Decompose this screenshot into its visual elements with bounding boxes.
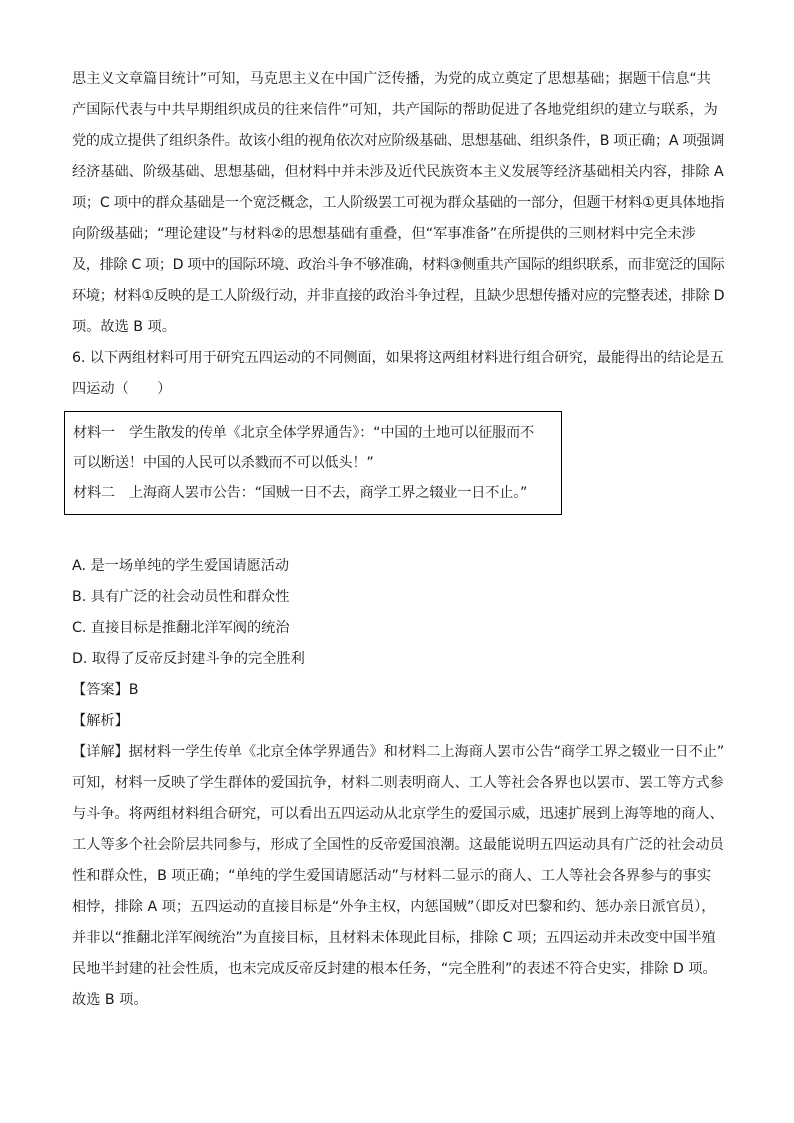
explanation-line: 性和群众性，B 项正确；“单纯的学生爱国请愿活动”与材料二显示的商人、工人等社会各界参与的事实 (72, 868, 712, 884)
explanation-line: 与斗争。将两组材料组合研究，可以看出五四运动从北京学生的爱国示威，迅速扩展到上海等地的商人、 (72, 806, 724, 822)
explanation-line: 工人等多个社会阶层共同参与，形成了全国性的反帝爱国浪潮。这最能说明五四运动具有广泛的社会动员 (72, 837, 724, 853)
material-line: 可以断送！中国的人民可以杀戮而不可以低头！” (73, 455, 374, 471)
text-line: 向阶级基础；“理论建设”与材料②的思想基础有重叠，但“军事准备”在所提供的三则材料中完全未涉 (72, 226, 696, 242)
text-line: 产国际代表与中共早期组织成员的往来信件”可知，共产国际的帮助促进了各地党组织的建立与联系，为 (72, 102, 718, 118)
explanation-line: 相悖，排除 A 项；五四运动的直接目标是“外争主权，内惩国贼”（即反对巴黎和约、惩办亲日派官员）， (72, 899, 716, 915)
question-line: 6. 以下两组材料可用于研究五四运动的不同侧面，如果将这两组材料进行组合研究，最能得出的结论是五 (72, 350, 724, 366)
explanation-line: 民地半封建的社会性质，也未完成反帝反封建的根本任务，“完全胜利”的表述不符合史实，排除 D 项。 (72, 961, 717, 977)
answer-options (72, 551, 724, 675)
detailed-explanation (72, 737, 724, 1016)
text-line: 环境；材料①反映的是工人阶级行动，并非直接的政治斗争过程，且缺少思想传播对应的完整表述，排除 D (72, 288, 725, 304)
explanation-line: 可知，材料一反映了学生群体的爱国抗争，材料二则表明商人、工人等社会各界也以罢市、罢工等方式参 (72, 775, 724, 791)
material-line: 材料二 上海商人罢市公告：“国贼一日不去，商学工界之辍业一日不止。” (73, 485, 528, 501)
option-a: A. 是一场单纯的学生爱国请愿活动 (72, 558, 290, 574)
text-line: 思主义文章篇目统计”可知，马克思主义在中国广泛传播，为党的成立奠定了思想基础；据题干信息“共 (72, 71, 711, 87)
question-stem (72, 343, 724, 405)
option-c: C. 直接目标是推翻北洋军阀的统治 (72, 620, 290, 636)
explanation-line: 【详解】据材料一学生传单《北京全体学界通告》和材料二上海商人罢市公告“商学工界之辍业一日不止” (72, 744, 725, 760)
text-line: 项。故选 B 项。 (72, 319, 176, 335)
option-d: D. 取得了反帝反封建斗争的完全胜利 (72, 651, 305, 667)
answer-label: 【答案】B (72, 682, 139, 698)
text-line: 党的成立提供了组织条件。故该小组的视角依次对应阶级基础、思想基础、组织条件，B 项正确；A 项强调 (72, 133, 725, 149)
explanation-line: 故选 B 项。 (72, 992, 148, 1008)
question-line: 四运动（ ） (72, 381, 172, 397)
explanation-line: 并非以“推翻北洋军阀统治”为直接目标，且材料未体现此目标，排除 C 项；五四运动并未改变中国半殖 (72, 930, 716, 946)
option-b: B. 具有广泛的社会动员性和群众性 (72, 589, 290, 605)
material-line: 材料一 学生散发的传单《北京全体学界通告》：“中国的土地可以征服而不 (73, 425, 534, 441)
text-line: 及，排除 C 项；D 项中的国际环境、政治斗争不够准确，材料③侧重共产国际的组织联系，而非宽泛的国际 (72, 257, 725, 273)
document-page (72, 64, 724, 1016)
materials-box (64, 411, 562, 515)
text-line: 项；C 项中的群众基础是一个宽泛概念，工人阶级罢工可视为群众基础的一部分，但题干材料①更具体地指 (72, 195, 725, 211)
analysis-label: 【解析】 (72, 713, 129, 729)
text-line: 经济基础、阶级基础、思想基础，但材料中并未涉及近代民族资本主义发展等经济基础相关内容，排除 A (72, 164, 724, 180)
previous-question-analysis (72, 64, 724, 343)
